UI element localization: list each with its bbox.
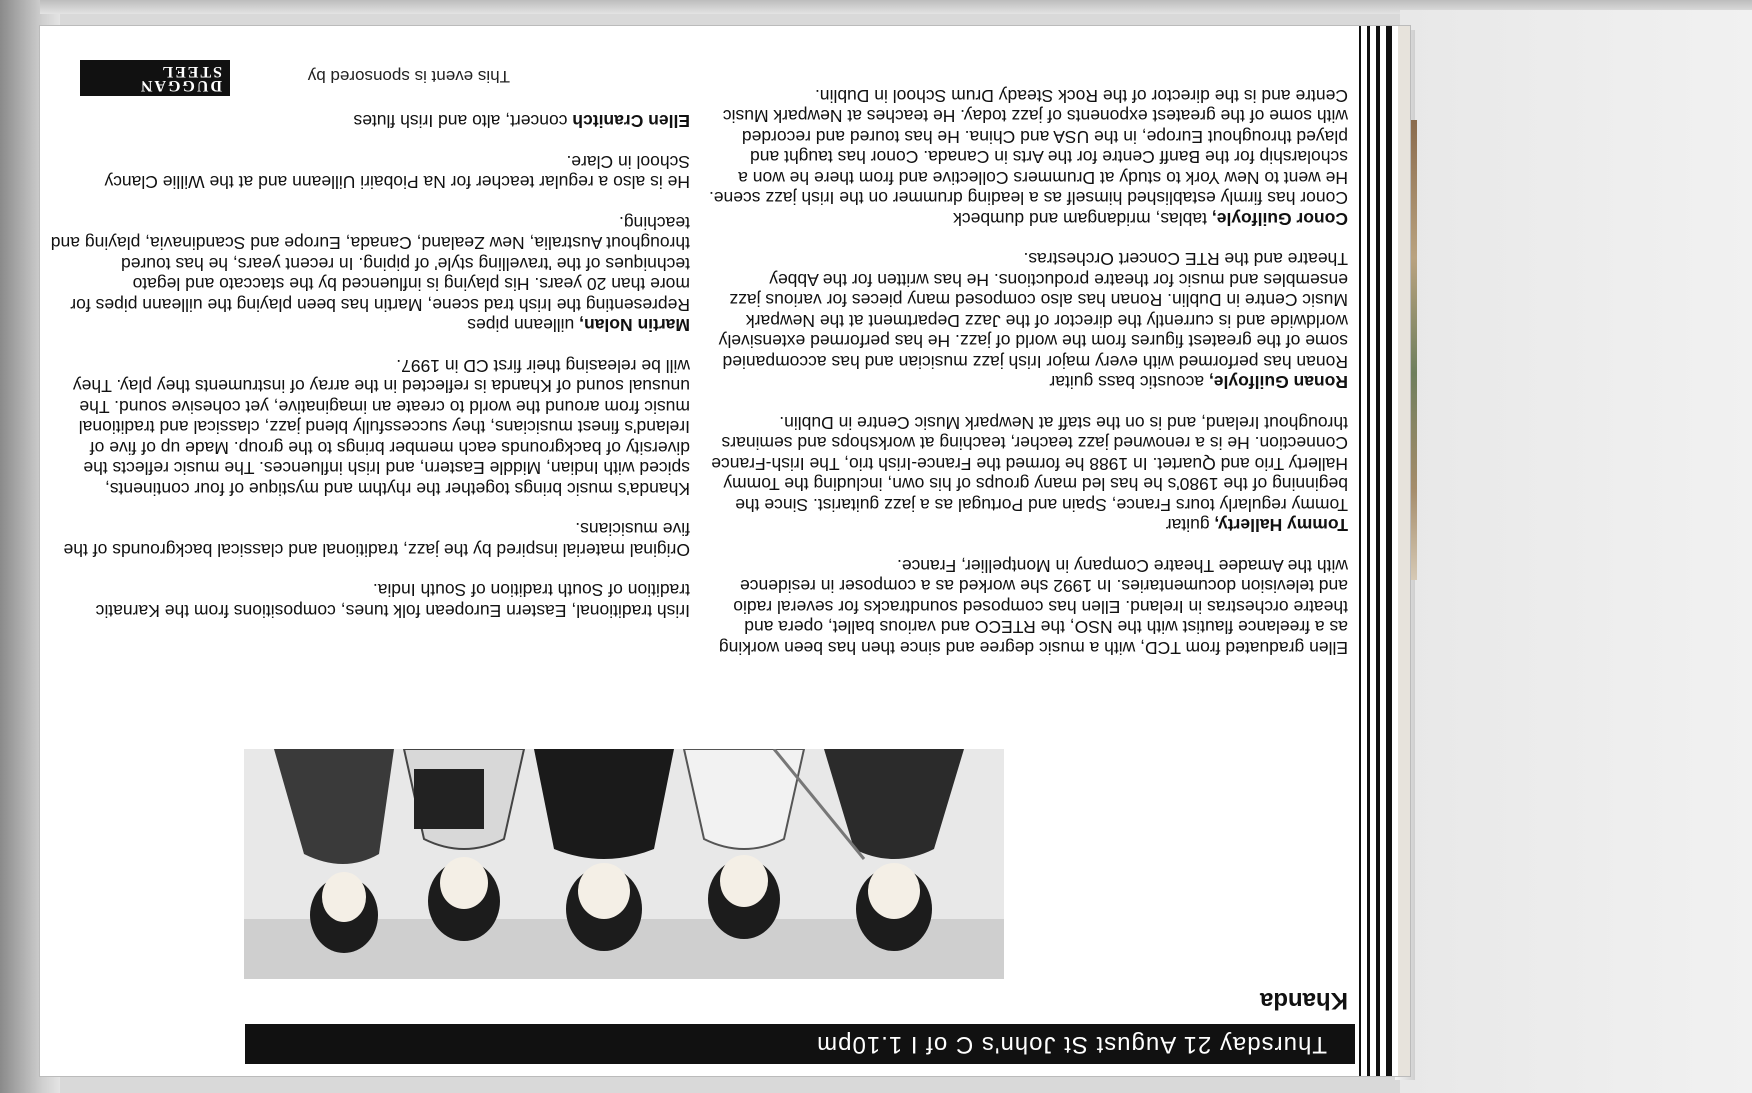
bio-ellen-cont: [708, 556, 1348, 659]
musician-name: Martin Nolan,: [579, 315, 690, 336]
musician-instrument: uilleann pipes: [467, 315, 580, 336]
musician-instrument: guitar: [1165, 515, 1215, 536]
intro-paragraph: Irish traditional, Eastern European folk tunes, compositions from the Karnatic tradition of South tradition of South India.: [95, 580, 690, 621]
sponsor-line: This event is sponsored by: [307, 67, 510, 86]
sponsor-logo-line1: DUGGAN: [138, 77, 222, 94]
band-photo-image: [244, 749, 1004, 979]
musician-name: Ronan Guilfoyle,: [1208, 372, 1348, 393]
musician-bio: Ellen graduated from TCD, with a music degree and since then has been working as a freelance flautist with the NSO, the RTECO and various ballet, opera and theatre orchestras in Ireland. Ellen has composed soundtracks for several radio and television documentaries. In 1992 she worked as a composer in residence with the Amadee Theatre Company in Montpellier, France.: [718, 556, 1348, 658]
musician-instrument: acoustic bass guitar: [1049, 372, 1209, 393]
bio-martin-2: He is also a regular teacher for Na Piobairi Uilleann and at the Willie Clancy School in Clare.: [104, 152, 690, 193]
spine-rule: [1359, 26, 1361, 1076]
musician-name: Tommy Hallerty,: [1214, 515, 1348, 536]
musician-bio: Conor has firmly established himself as a leading drummer on the Irish jazz scene. He went to New York to study at Drummers Collective and from there he won a scholarship for the Banff Centre for the Arts in Canada. Conor has taught and played throughout Europe, in the USA and China. He has toured and recorded with some of the greatest exponents of jazz today. He teaches at Newpark Music Centre and is the director of the Rock Steady Drum School in Dublin.: [708, 86, 1348, 209]
musician-bio: Representing the Irish trad scene, Martin has been playing the uilleann pipes for more than 20 years. His playing is influenced by the staccato and legato techniques of the 'travelling style' of piping. In recent years, he has toured throughout Australia, New Zealand, Canada, Europe and Scandinavia, playing and teaching.: [50, 213, 690, 315]
musician-name: Conor Guilfoyle,: [1211, 209, 1348, 229]
bio-tommy: [708, 413, 1348, 536]
musician-bio: Ronan has performed with every major Irish jazz musician and has accompanied some of the greatest figures from the world of jazz. He has performed extensively worldwide and is currently the director of the Jazz Department at the Newpark Music Centre in Dublin. Ronan has also composed many pieces for various jazz ensembles and music for theatre productions. He has written for the Abbey Theatre and the RTE Concert Orchestras.: [718, 249, 1348, 372]
musician-instrument: tablas, mridangam and dumbeck: [953, 209, 1212, 229]
sponsor-logo: [80, 60, 230, 96]
page-binding-edge: [1398, 26, 1410, 1076]
event-title: Khanda: [1259, 987, 1348, 1014]
bio-ronan: [708, 249, 1348, 393]
spine-rule: [1376, 26, 1380, 1076]
bio-conor: [708, 86, 1348, 230]
musician-name: Ellen Cranitch: [572, 111, 690, 132]
scanner-right-area: [1400, 10, 1752, 1093]
musician-instrument: concert, alto and Irish flutes: [353, 111, 573, 132]
intro-paragraph: Khanda's music brings together the rhythm and mystique of four continents, spiced with Indian, Middle Eastern, and Irish influences. The music reflects the diversity of backgrounds each member brings to the group. Made up of five of Ireland's finest musicians, they successfully blend jazz, classical and traditional music from around the world to create an imaginative, yet cohesive sound. The unusual sound of Khanda is reflected in the array of instruments they play. They will be releasing their first CD in 1997.: [72, 356, 690, 499]
bio-ellen: [50, 111, 690, 132]
sponsor-logo-line2: STEEL: [160, 63, 222, 80]
spine-rule: [1386, 26, 1392, 1076]
band-photo: [244, 749, 1004, 979]
musician-bio: Tommy regularly tours France, Spain and Portugal as a jazz guitarist. Since the beginning of the 1980's he has led many groups of his own, including the Tommy Hallerty Trio and Quartet. In 1988 he formed the France-Irish trio, The Irish-France Connection. He is a renowned jazz teacher, teaching at workshops and seminars throughout Ireland, and is on the staff at Newpark Music Centre in Dublin.: [711, 413, 1348, 515]
column-left: [708, 66, 1348, 659]
intro-paragraph: Original material inspired by the jazz, traditional and classical backgrounds of the five musicians.: [63, 519, 690, 560]
date-banner: Thursday 21 August St John's C of I 1.10pm: [245, 1024, 1355, 1064]
program-page: [40, 26, 1410, 1076]
bio-martin: [50, 213, 690, 336]
column-right: [50, 91, 690, 621]
spine-rule: [1367, 26, 1370, 1076]
